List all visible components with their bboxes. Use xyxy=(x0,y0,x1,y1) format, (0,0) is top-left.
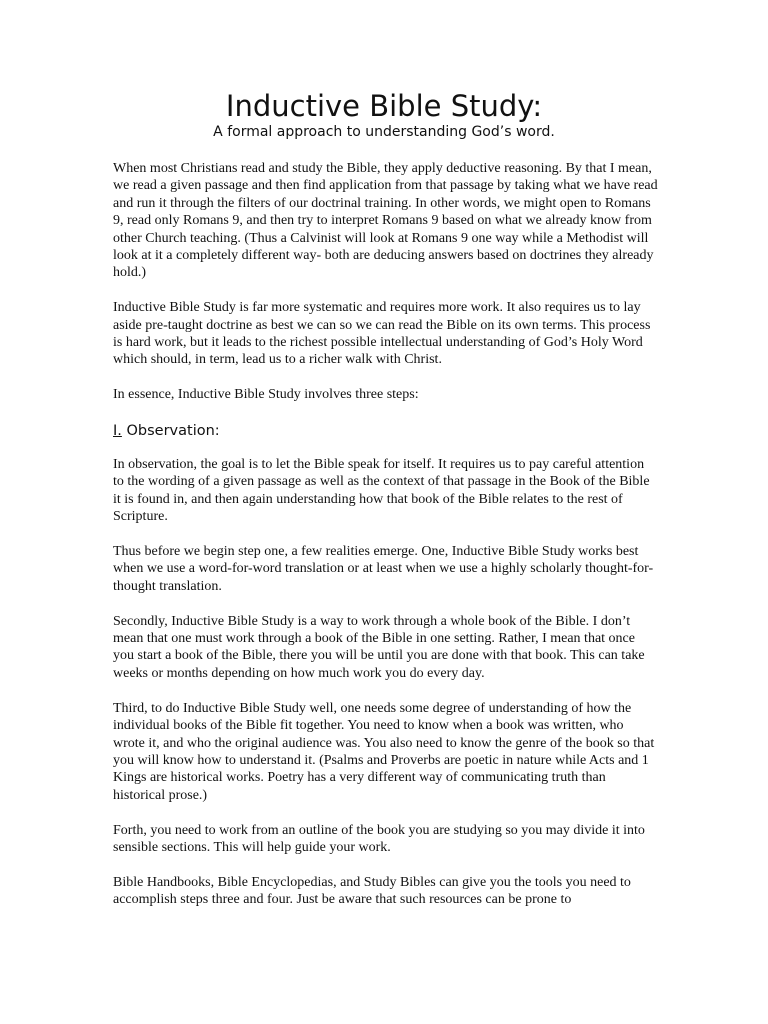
section-heading-observation xyxy=(113,421,658,441)
document-subtitle: A formal approach to understanding God’s word. xyxy=(213,124,555,140)
document-body xyxy=(113,160,658,926)
section-paragraph: Bible Handbooks, Bible Encyclopedias, and Study Bibles can give you the tools you need to accomplish steps three and four. Just be aware that such resources can be prone to xyxy=(113,874,631,908)
section-number: I. xyxy=(113,423,122,440)
section-paragraph: In observation, the goal is to let the Bible speak for itself. It requires us to pay careful attention to the wording of a given passage as well as the context of that passage in the Book of the Bible it is found in, and then again understanding how that book of the Bible relates to the rest of Scripture. xyxy=(113,457,650,525)
section-paragraph: Thus before we begin step one, a few realities emerge. One, Inductive Bible Study works best when we use a word-for-word translation or at least when we use a highly scholarly thought-for-thought translation. xyxy=(113,544,654,594)
intro-paragraph: Inductive Bible Study is far more systematic and requires more work. It also requires us to lay aside pre-taught doctrine as best we can so we can read the Bible on its own terms. This process is hard work, but it leads to the richest possible intellectual understanding of God’s Holy Word which should, in term, lead us to a richer walk with Christ. xyxy=(113,300,651,368)
section-paragraph: Forth, you need to work from an outline of the book you are studying so you may divide it into sensible sections. This will help guide your work. xyxy=(113,822,645,855)
section-title: Observation: xyxy=(121,423,220,440)
document-title: Inductive Bible Study: xyxy=(225,89,543,123)
intro-paragraph: In essence, Inductive Bible Study involves three steps: xyxy=(113,387,419,403)
intro-paragraph: When most Christians read and study the Bible, they apply deductive reasoning. By that I mean, we read a given passage and then find application from that passage by taking what we have read and run it through the filters of our doctrinal training. In other words, we might open to Romans 9, read only Romans 9, and then try to interpret Romans 9 based on what we already know from other Church teaching. (Thus a Calvinist will look at Romans 9 one way while a Methodist will look at it a completely different way- both are deducing answers based on doctrines they already hold.) xyxy=(113,161,658,281)
section-paragraph: Third, to do Inductive Bible Study well, one needs some degree of understanding of how the individual books of the Bible fit together. You need to know when a book was written, who wrote it, and who the original audience was. You also need to know the genre of the book so that you will know how to understand it. (Psalms and Proverbs are poetic in nature while Acts and 1 Kings are historical works. Poetry has a very different way of communicating truth than historical prose.) xyxy=(113,700,655,803)
section-paragraph: Secondly, Inductive Bible Study is a way to work through a whole book of the Bible. I don’t mean that one must work through a book of the Bible in one setting. Rather, I mean that once you start a book of the Bible, there you will be until you are done with that book. This can take weeks or months depending on how much work you do every day. xyxy=(113,613,645,681)
